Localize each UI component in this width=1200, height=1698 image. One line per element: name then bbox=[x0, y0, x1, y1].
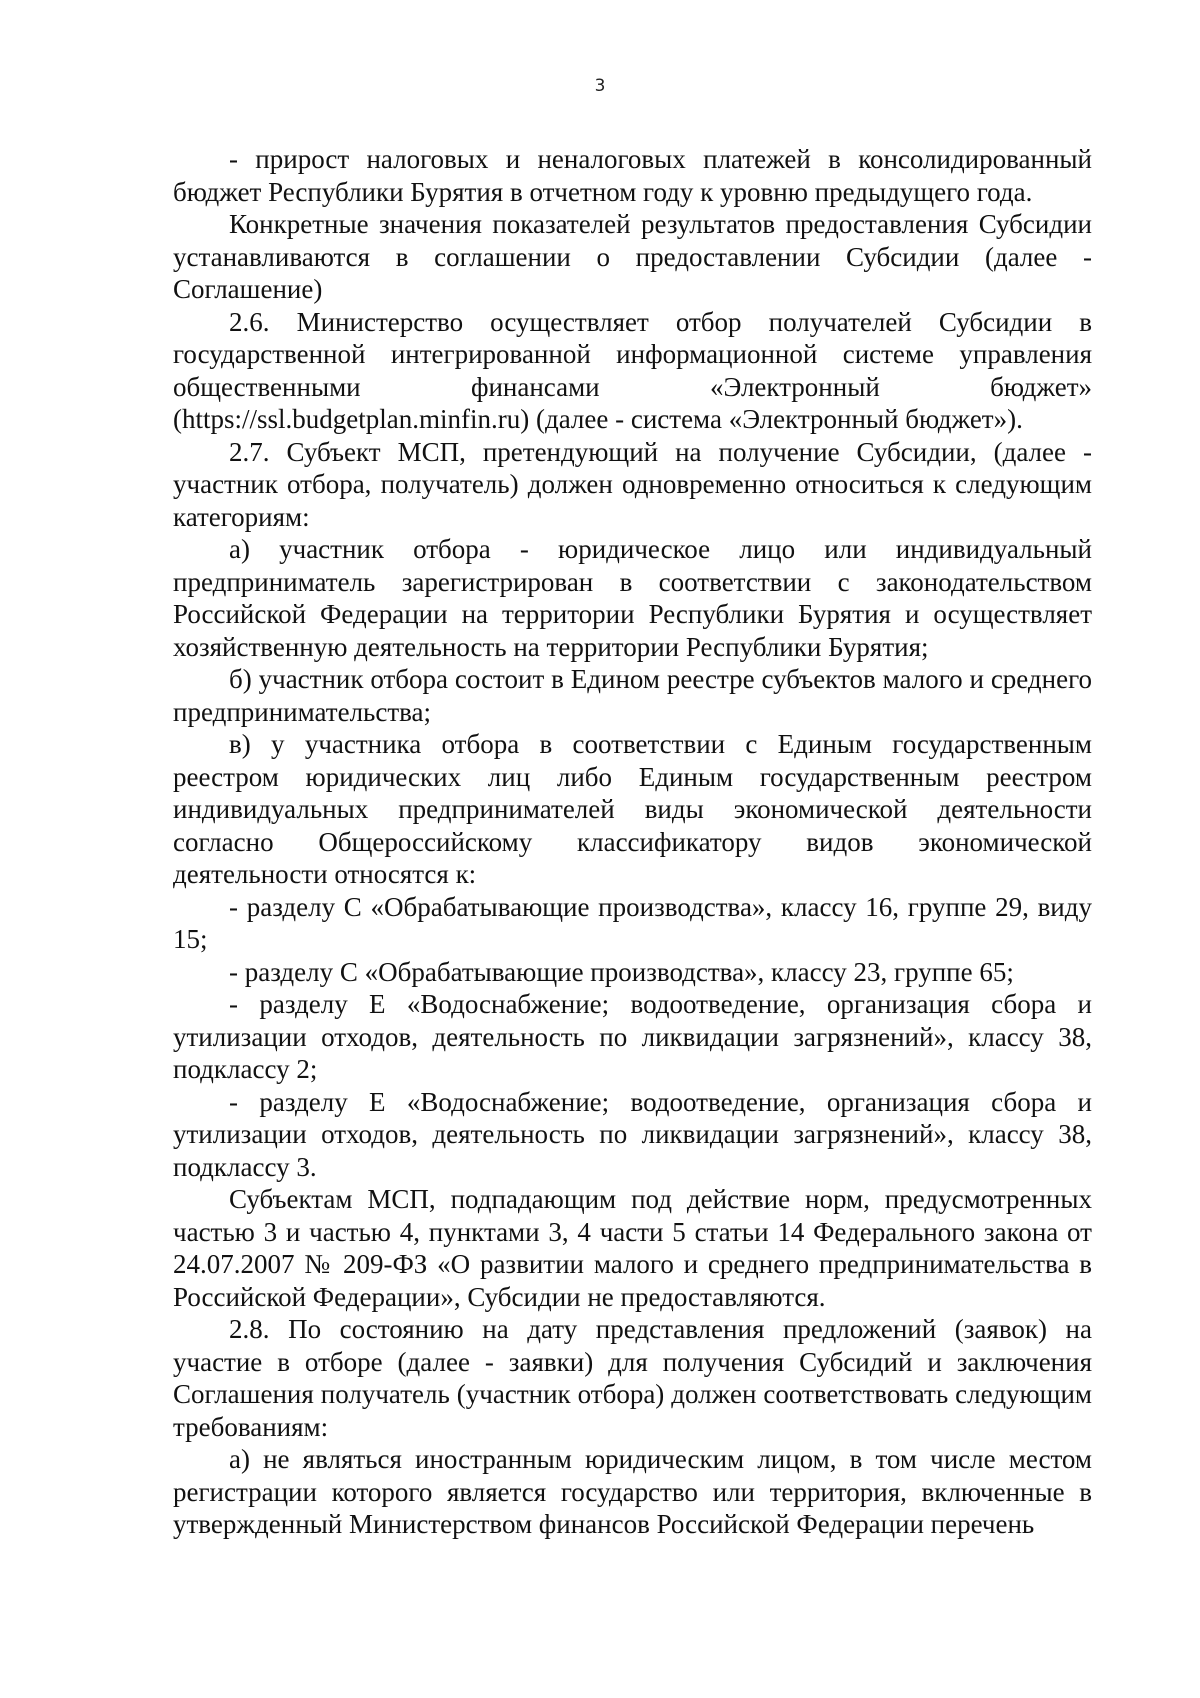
paragraph: - разделу С «Обрабатывающие производства», классу 23, группе 65; bbox=[229, 956, 1014, 987]
paragraph: а) не являться иностранным юридическим лицом, в том числе местом регистрации которого является государство или территория, включенные в утвержденный Министерством финансов Российской Федерации перечень bbox=[173, 1444, 1092, 1539]
paragraph: б) участник отбора состоит в Едином реестре субъектов малого и среднего предпринимательства; bbox=[173, 664, 1092, 727]
paragraph: а) участник отбора - юридическое лицо или индивидуальный предприниматель зарегистрирован в соответствии с законодательством Российской Федерации на территории Республики Бурятия и осуществляет хозяйственную деятельность на территории Республики Бурятия; bbox=[173, 534, 1092, 662]
paragraph: 2.8. По состоянию на дату представления предложений (заявок) на участие в отборе (далее - заявки) для получения Субсидий и заключения Соглашения получатель (участник отбора) должен соответствовать следующим требованиям: bbox=[173, 1314, 1092, 1442]
paragraph: Субъектам МСП, подпадающим под действие норм, предусмотренных частью 3 и частью 4, пунктами 3, 4 части 5 статьи 14 Федерального закона от 24.07.2007 № 209-ФЗ «О развитии малого и среднего предпринимательства в Российской Федерации», Субсидии не предоставляются. bbox=[173, 1184, 1092, 1312]
paragraph: 2.6. Министерство осуществляет отбор получателей Субсидии в государственной интегрированной информационной системе управления общественными финансами «Электронный бюджет» (https://ssl.budgetplan.minfin.ru) (далее - система «Электронный бюджет»). bbox=[173, 306, 1092, 434]
paragraph: - разделу С «Обрабатывающие производства», классу 16, группе 29, виду 15; bbox=[173, 891, 1092, 954]
paragraph: - разделу Е «Водоснабжение; водоотведение, организация сбора и утилизации отходов, деятельность по ликвидации загрязнений», классу 38, подклассу 2; bbox=[173, 989, 1092, 1084]
paragraph: 2.7. Субъект МСП, претендующий на получение Субсидии, (далее - участник отбора, получатель) должен одновременно относиться к следующим категориям: bbox=[173, 436, 1092, 532]
document-body bbox=[173, 143, 1092, 1541]
paragraph: - прирост налоговых и неналоговых платежей в консолидированный бюджет Республики Бурятия в отчетном году к уровню предыдущего года. bbox=[173, 144, 1092, 207]
paragraph: - разделу Е «Водоснабжение; водоотведение, организация сбора и утилизации отходов, деятельность по ликвидации загрязнений», классу 38, подклассу 3. bbox=[173, 1086, 1092, 1182]
paragraph: в) у участника отбора в соответствии с Единым государственным реестром юридических лиц либо Единым государственным реестром индивидуальных предпринимателей виды экономической деятельности согласно Общероссийскому классификатору видов экономической деятельности относятся к: bbox=[173, 729, 1092, 889]
paragraph: Конкретные значения показателей результатов предоставления Субсидии устанавливаются в соглашении о предоставлении Субсидии (далее - Соглашение) bbox=[173, 209, 1092, 304]
page-number: 3 bbox=[594, 76, 606, 96]
